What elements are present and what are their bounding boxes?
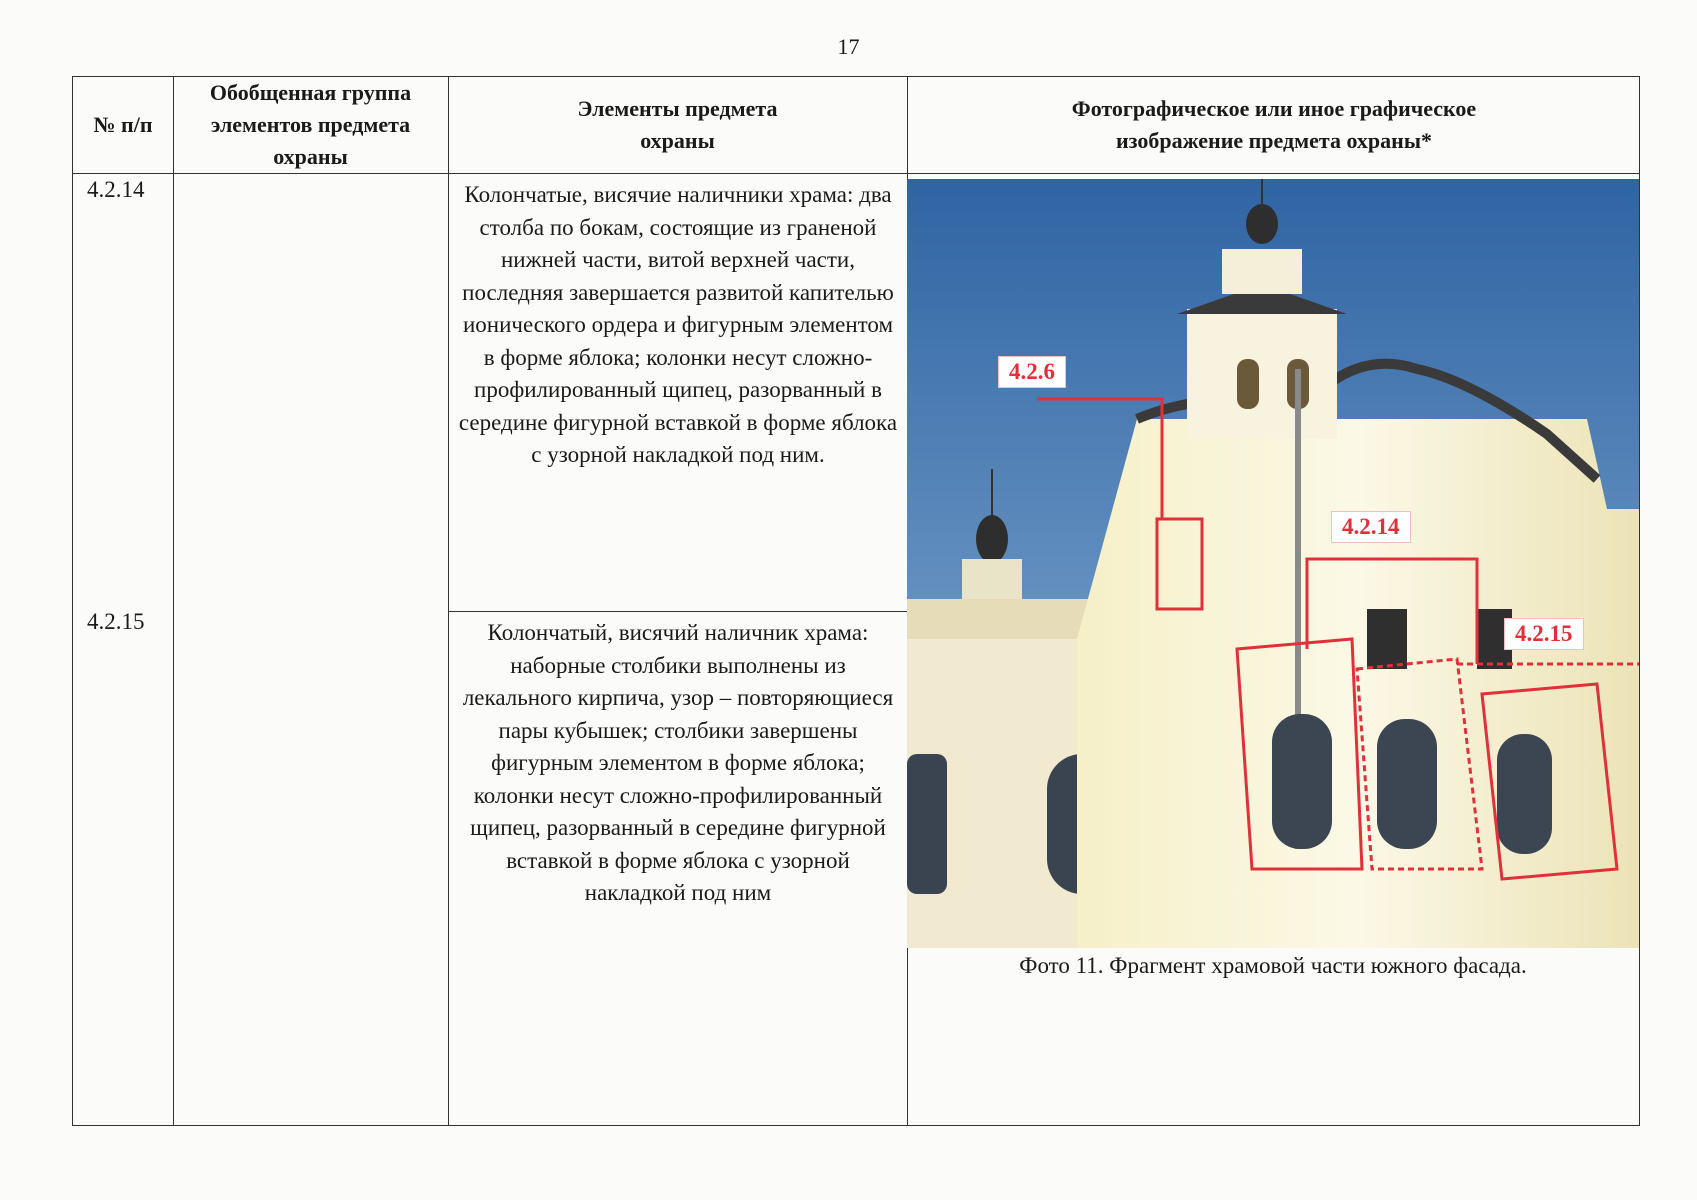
lower-window xyxy=(1497,734,1552,854)
church-facade-illustration xyxy=(907,179,1639,948)
row-divider xyxy=(448,611,907,612)
photo-caption: Фото 11. Фрагмент храмовой части южного фасада. xyxy=(1019,953,1527,978)
element-description: Колончатые, висячие наличники храма: два столба по бокам, состоящие из граненой нижней части, витой верхней части, последняя завершается развитой капителью ионического ордера и фигурным элементом в форме яблока; колонки несут сложно-профилированный щипец, разорванный в середине фигурной вставкой в форме яблока с узорной накладкой под ним. xyxy=(458,182,898,467)
cupola xyxy=(1246,204,1278,244)
window xyxy=(907,754,947,894)
element-description: Колончатый, висячий наличник храма: наборные столбики выполнены из лекального кирпича, узор – повторяющиеся пары кубышек; столбики завершены фигурным элементом в форме яблока; колонки несут сложно-профилированный щипец, разорванный в середине фигурной вставкой в форме яблока с узорной накладкой под ним xyxy=(462,620,894,905)
header-image: Фотографическое или иное графическое изображение предмета охраны* xyxy=(1071,96,1477,153)
lantern xyxy=(1222,249,1302,294)
drum-window xyxy=(1237,359,1259,409)
header-group: Обобщенная группа элементов предмета охраны xyxy=(209,80,412,169)
header-elements: Элементы предмета охраны xyxy=(577,96,778,153)
church-facade-photo xyxy=(907,179,1639,948)
lower-window xyxy=(1272,714,1332,849)
header-divider xyxy=(73,173,1639,174)
lower-window xyxy=(1377,719,1437,849)
row-number: 4.2.15 xyxy=(87,609,145,634)
label-4-2-14: 4.2.14 xyxy=(1332,512,1410,542)
label-4-2-6: 4.2.6 xyxy=(999,357,1065,387)
column-divider xyxy=(448,77,449,1125)
label-4-2-15: 4.2.15 xyxy=(1505,619,1583,649)
drum xyxy=(1187,309,1337,439)
row-number: 4.2.14 xyxy=(87,177,145,202)
column-divider xyxy=(173,77,174,1125)
header-num: № п/п xyxy=(93,112,153,137)
upper-window xyxy=(1367,609,1407,669)
page-number: 17 xyxy=(837,34,860,59)
